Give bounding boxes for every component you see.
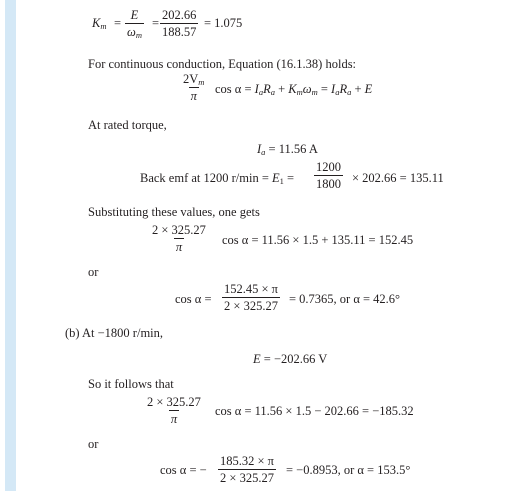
or-text-1: or <box>88 265 99 279</box>
fraction-numerator: 202.66 <box>162 8 197 22</box>
fraction-numerator: 1200 <box>316 160 341 174</box>
alpha-1-result: = 0.7365, or α = 42.6° <box>289 292 401 306</box>
fraction-alpha-1 <box>222 282 280 313</box>
fraction-e-over-wm <box>125 8 144 39</box>
or-text-2: or <box>88 437 99 451</box>
fraction-denominator: 1800 <box>316 177 341 191</box>
fraction-numerator: 2 × 325.27 <box>152 223 206 237</box>
fraction-numerator: 152.45 × π <box>224 282 278 296</box>
cos-alpha-lhs: cos α = − <box>160 463 207 477</box>
fraction-denominator: 2 × 325.27 <box>220 471 274 485</box>
fraction-numerator: 185.32 × π <box>220 454 274 468</box>
fraction-denominator: ω <box>127 25 136 39</box>
fraction-numerator: E <box>130 8 139 22</box>
fraction-speed-ratio <box>314 160 343 191</box>
fraction-denominator: 188.57 <box>162 25 197 39</box>
km-equals-2: = <box>152 16 160 30</box>
rated-torque-text: At rated torque, <box>88 118 167 132</box>
fraction-values <box>160 8 198 39</box>
cos-alpha-text: cos α = <box>215 82 255 96</box>
substitution-2-result: cos α = 11.56 × 1.5 − 202.66 = −185.32 <box>215 404 414 418</box>
km-subscript: m <box>100 21 107 31</box>
fraction-denominator: π <box>190 89 197 103</box>
km-symbol: K <box>92 16 101 30</box>
km-equals: = <box>114 16 122 30</box>
fraction-denominator-subscript: m <box>135 30 142 40</box>
fraction-denominator: π <box>175 240 183 254</box>
fraction-2vm-value-2 <box>145 395 203 426</box>
km-result: = 1.075 <box>204 16 243 30</box>
fraction-alpha-2 <box>218 454 276 485</box>
cos-alpha-lhs: cos α = <box>175 292 212 306</box>
equation-ia: $I_a = 11.56$ A <box>257 142 318 157</box>
margin-bar <box>5 0 16 491</box>
back-emf-result: × 202.66 = 135.11 <box>352 171 444 185</box>
follows-text: So it follows that <box>88 377 174 391</box>
continuous-conduction-text: For continuous conduction, Equation (16.1.38) holds: <box>88 57 357 71</box>
alpha-2-result: = −0.8953, or α = 153.5° <box>286 463 411 477</box>
part-b-text: (b) At −1800 r/min, <box>65 326 164 340</box>
fraction-numerator-subscript: m <box>198 77 205 87</box>
fraction-2vm-over-pi <box>181 72 206 103</box>
substituting-text: Substituting these values, one gets <box>88 205 260 219</box>
fraction-2vm-value <box>150 223 208 254</box>
back-emf-label: Back emf at 1200 r/min = <box>140 171 273 185</box>
fraction-denominator: π <box>170 412 178 426</box>
substitution-1-result: cos α = 11.56 × 1.5 + 135.11 = 152.45 <box>222 233 414 247</box>
equation-e: E = −202.66 V <box>253 352 328 366</box>
fraction-denominator: 2 × 325.27 <box>224 299 278 313</box>
fraction-numerator: 2 × 325.27 <box>147 395 201 409</box>
fraction-numerator: 2V <box>183 72 199 86</box>
